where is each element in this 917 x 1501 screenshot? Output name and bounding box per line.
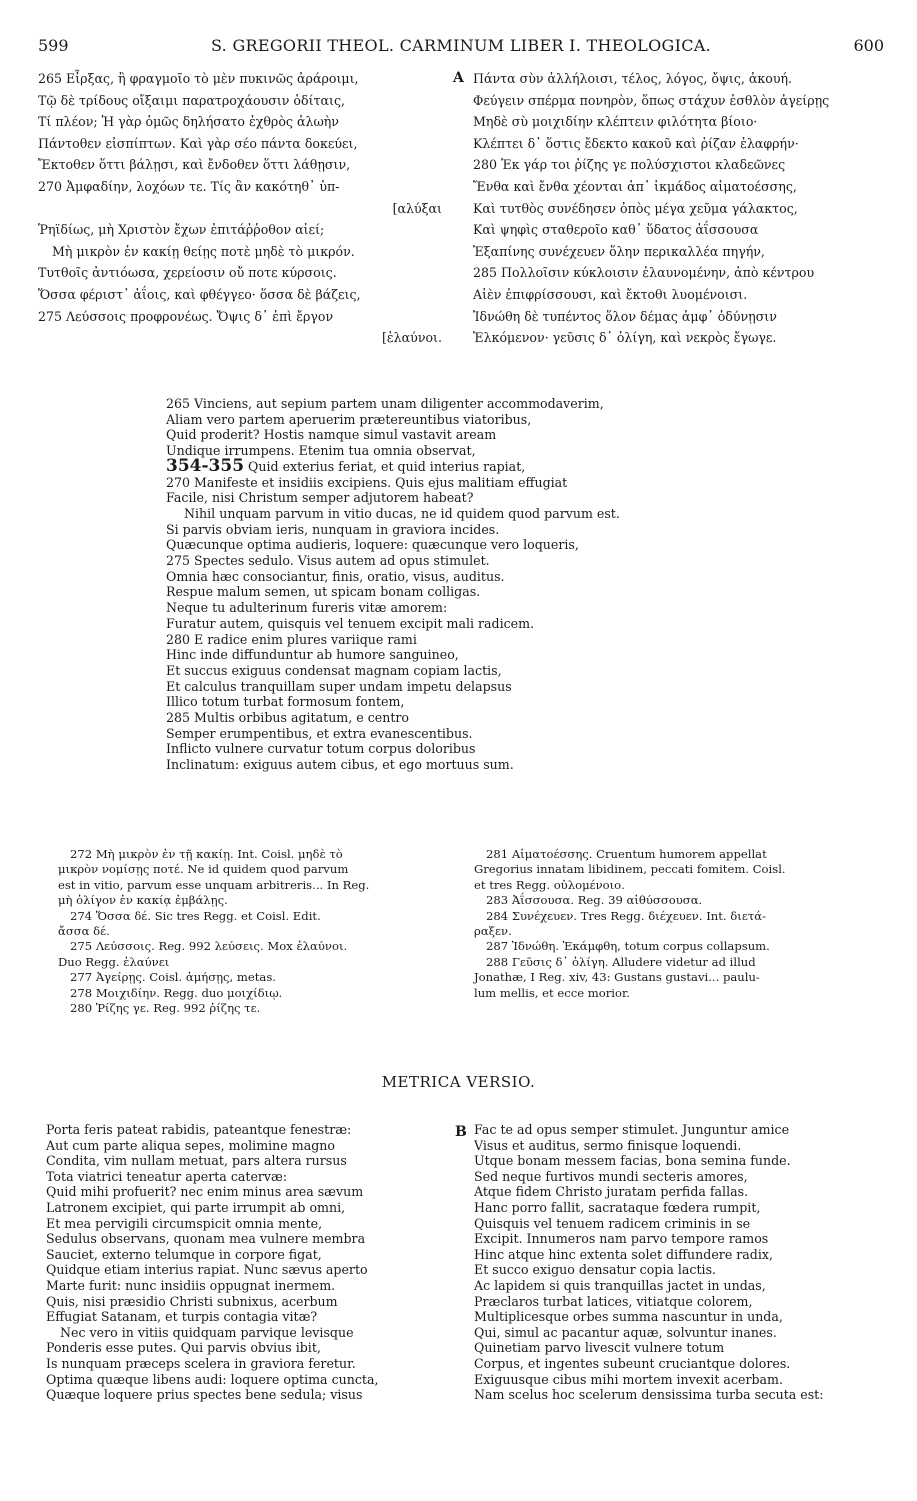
section-title: METRICA VERSIO.: [381, 1073, 536, 1091]
latin-line: Quid exterius feriat, et quid interius rapiat,: [248, 458, 526, 474]
footnote-line: 284 Συνέχευεν. Tres Regg. διέχευεν. Int. διετά-: [486, 908, 766, 923]
footnote-line: 283 Ἀΐσσουσα. Reg. 39 αἰθύσσουσα.: [486, 893, 703, 908]
verse-line: Multiplicesque orbes summa nascuntur in unda,: [474, 1309, 783, 1325]
verse-line: Qui, simul ac pacantur aquæ, solvuntur inanes.: [474, 1324, 777, 1340]
verse-line: Nam scelus hoc scelerum densissima turba secuta est:: [474, 1387, 824, 1403]
page-header: [38, 36, 884, 58]
greek-line: Τῷ δὲ τρίδους οἴξαιμι παρατροχάουσιν ὁδίταις,: [38, 92, 346, 108]
footnote-line: 280 Ῥίζης γε. Reg. 992 ῥίζης τε.: [70, 1001, 261, 1016]
running-title: S. GREGORII THEOL. CARMINUM LIBER I. THEOLOGICA.: [210, 36, 712, 55]
verse-line: Præclaros turbat latices, vitiatque colorem,: [474, 1293, 753, 1309]
metrica-versio-left: [46, 1122, 451, 1403]
latin-line: 275 Spectes sedulo. Visus autem ad opus stimulet.: [166, 553, 490, 569]
latin-line: Si parvis obviam ieris, nunquam in graviora incides.: [166, 521, 500, 537]
verse-line: Effugiat Satanam, et turpis contagia vitæ?: [46, 1309, 318, 1325]
verse-line: Visus et auditus, sermo finisque loquendi.: [474, 1137, 742, 1153]
column-marker-b: B: [455, 1124, 467, 1140]
greek-line: Ἔκτοθεν ὅττι βάλῃσι, καὶ ἔνδοθεν ὅττι λάθῃσιν,: [38, 157, 351, 173]
verse-line: Latronem excipiet, qui parte irrumpit ab omni,: [46, 1199, 346, 1215]
verse-line: Sauciet, externo telumque in corpore figat,: [46, 1246, 322, 1262]
footnote-line: est in vitio, parvum esse unquam arbitreris... In Reg.: [58, 877, 370, 892]
latin-line-with-marker: [166, 455, 620, 476]
greek-line: Καὶ ψηφὶς σταθεροῖο καθ᾽ ὕδατος ἀΐσσουσα: [473, 222, 759, 238]
greek-text-right: [473, 68, 893, 349]
latin-line: Furatur autem, quisquis vel tenuem excipit mali radicem.: [166, 615, 535, 631]
footnote-line: Duo Regg. ἐλαύνει: [58, 954, 170, 969]
greek-line: Κλέπτει δ᾽ ὅστις ἔδεκτο κακοῦ καὶ ῥίζαν ἐλαφρήν·: [473, 135, 799, 151]
greek-line: Μηδὲ σὺ μοιχιδίην κλέπτειν φιλότητα βίοιο·: [473, 114, 758, 130]
latin-line: Aliam vero partem aperuerim prætereuntibus viatoribus,: [166, 411, 532, 427]
latin-line: Inflicto vulnere curvatur totum corpus doloribus: [166, 741, 476, 757]
footnote-line: μικρὸν νομίσῃς ποτέ. Ne id quidem quod parvum: [58, 862, 349, 877]
verse-line: Porta feris pateat rabidis, pateantque fenestræ:: [46, 1122, 352, 1137]
verse-line: Condita, vim nullam metuat, pars altera rursus: [46, 1153, 347, 1169]
verse-line: Corpus, et ingentes subeunt cruciantque dolores.: [474, 1355, 791, 1371]
verse-line: Quidque etiam interius rapiat. Nunc sævus aperto: [46, 1262, 368, 1278]
footnotes-left: [58, 847, 458, 1016]
greek-line: Μὴ μικρὸν ἐν κακίῃ θείῃς ποτὲ μηδὲ τὸ μικρόν.: [52, 243, 355, 259]
greek-line: 265 Εἶρξας, ἢ φραγμοῖο τὸ μὲν πυκινῶς ἀράροιμι,: [38, 71, 359, 86]
header-right-mark: 600: [853, 36, 884, 55]
footnote-line: 281 Αἱματοέσσης. Cruentum humorem appellat: [486, 847, 767, 861]
greek-line: Φεύγειν σπέρμα πονηρὸν, ὅπως στάχυν ἐσθλὸν ἀγείρῃς: [473, 92, 830, 108]
latin-line: Omnia hæc consociantur, finis, oratio, visus, auditus.: [166, 568, 505, 584]
verse-line: Hanc porro fallit, sacrataque fœdera rumpit,: [474, 1199, 761, 1215]
latin-line: Facile, nisi Christum semper adjutorem habeat?: [166, 490, 474, 506]
verse-line: Marte furit: nunc insidiis oppugnat inermem.: [46, 1277, 336, 1293]
verse-line: Aut cum parte aliqua sepes, molimine magno: [46, 1137, 335, 1153]
latin-line: Respue malum semen, ut spicam bonam colligas.: [166, 584, 481, 600]
verse-line: Ac lapidem si quis tranquillas jactet in undas,: [474, 1277, 766, 1293]
greek-line: Ὅσσα φέριστ᾽ ἀΐοις, καὶ φθέγγεο· ὅσσα δὲ βάζεις,: [38, 286, 361, 302]
verse-line: Atque fidem Christo juratam perfida fallas.: [474, 1184, 749, 1200]
greek-line: 275 Λεύσσοις προφρονέως. Ὄψις δ᾽ ἐπὶ ἔργον: [38, 308, 334, 324]
greek-line: Ῥηϊδίως, μὴ Χριστὸν ἔχων ἐπιτάῤῥοθον αἰεί;: [38, 222, 325, 238]
verse-line: Et succo exiguo densatur copia lactis.: [474, 1262, 717, 1278]
latin-line: Quid proderit? Hostis namque simul vastavit aream: [166, 427, 497, 443]
greek-line: Τυτθοῖς ἀντιόωσα, χερείοσιν οὔ ποτε κύρσοις.: [38, 265, 337, 281]
footnote-line: 272 Μὴ μικρὸν ἐν τῇ κακίῃ. Int. Coisl. μηδὲ τὸ: [70, 847, 343, 861]
footnote-line: 274 Ὅσσα δέ. Sic tres Regg. et Coisl. Edit.: [70, 908, 321, 923]
latin-line: Hinc inde diffunduntur ab humore sanguineo,: [166, 647, 459, 663]
page-number: 599: [38, 36, 69, 55]
greek-line-continuation: [αλύξαι: [392, 200, 442, 216]
verse-line: Quæque loquere prius spectes bene sedula; visus: [46, 1387, 363, 1403]
greek-line: Πάντα σὺν ἀλλήλοισι, τέλος, λόγος, ὄψις, ἀκουή.: [473, 71, 793, 86]
verse-line: Nec vero in vitiis quidquam parvique levisque: [60, 1324, 354, 1340]
verse-line: Tota viatrici teneatur aperta catervæ:: [46, 1168, 288, 1184]
footnote-line: μὴ ὀλίγον ἐν κακίᾳ ἐμβάλῃς.: [58, 893, 228, 908]
verse-line: Excipit. Innumeros nam parvo tempore ramos: [474, 1231, 769, 1247]
greek-line: 280 Ἐκ γάρ τοι ῥίζης γε πολύσχιστοι κλαδεῶνες: [473, 157, 786, 173]
latin-line: Illico totum turbat formosum fontem,: [166, 694, 405, 710]
footnote-line: ραξεν.: [474, 924, 512, 939]
latin-line: Et succus exiguus condensat magnam copiam lactis,: [166, 662, 502, 678]
verse-line: Et mea pervigili circumspicit omnia mente,: [46, 1215, 323, 1231]
footnote-line: 287 Ἰδνώθη. Ἐκάμφθη, totum corpus collapsum.: [486, 939, 770, 954]
greek-line: 285 Πολλοῖσιν κύκλοισιν ἐλαυνομένην, ἀπὸ κέντρου: [473, 265, 815, 281]
footnote-line: ἄσσα δέ.: [58, 924, 110, 939]
verse-line: Quisquis vel tenuem radicem criminis in se: [474, 1215, 751, 1231]
column-marker-a: A: [453, 70, 464, 86]
greek-line: Ἑλκόμενον· γεῦσις δ᾽ ὀλίγη, καὶ νεκρὸς ἔγωγε.: [473, 330, 777, 346]
footnote-line: 288 Γεῦσις δ᾽ ὀλίγη. Alludere videtur ad illud: [486, 954, 756, 969]
verse-line: Exiguusque cibus mihi mortem invexit acerbam.: [474, 1371, 783, 1387]
verse-line: Quinetiam parvo livescit vulnere totum: [474, 1340, 725, 1356]
verse-line: Optima quæque libens audi: loquere optima cuncta,: [46, 1371, 379, 1387]
metrica-versio-right: [474, 1122, 894, 1403]
verse-line: Sed neque furtivos mundi secteris amores,: [474, 1168, 748, 1184]
latin-translation: [166, 396, 620, 773]
latin-line: 265 Vinciens, aut sepium partem unam diligenter accommodaverim,: [166, 396, 604, 411]
latin-line: 270 Manifeste et insidiis excipiens. Quis ejus malitiam effugiat: [166, 474, 568, 490]
greek-line: Πάντοθεν εἰσπίπτων. Καὶ γὰρ σέο πάντα δοκεύει,: [38, 135, 358, 151]
greek-line: Ἰδνώθη δὲ τυπέντος ὅλον δέμας ἀμφ᾽ ὀδύνῃσιν: [473, 308, 777, 324]
verse-line: Sedulus observans, quonam mea vulnere membra: [46, 1231, 366, 1247]
column-number-marker: 354-355: [166, 455, 245, 476]
greek-line: 270 Ἀμφαδίην, λοχόων τε. Τίς ἂν κακότηθ᾽ ὑπ-: [38, 178, 340, 194]
latin-line: 280 E radice enim plures variique rami: [166, 631, 417, 647]
footnotes-right: [474, 847, 894, 1001]
verse-line: Is nunquam præceps scelera in graviora feretur.: [46, 1355, 356, 1371]
latin-line: Quæcunque optima audieris, loquere: quæcunque vero loqueris,: [166, 537, 579, 553]
footnote-line: et tres Regg. οὐλομένοιο.: [474, 877, 625, 892]
verse-line: Ponderis esse putes. Qui parvis obvius ibit,: [46, 1340, 321, 1356]
footnote-line: 277 Ἀγείρῃς. Coisl. ἀμήσῃς, metas.: [70, 970, 276, 985]
greek-line: Τί πλέον; Ἡ γὰρ ὁμῶς δηλήσατο ἐχθρὸς ἀλωὴν: [38, 114, 339, 130]
greek-line: Ἐξαπίνης συνέχευεν ὅλην περικαλλέα πηγήν,: [473, 243, 765, 259]
latin-line: Nihil unquam parvum in vitio ducas, ne id quidem quod parvum est.: [184, 505, 620, 521]
greek-line-continuation: [ἐλαύνοι.: [382, 330, 442, 346]
latin-line: 285 Multis orbibus agitatum, e centro: [166, 710, 409, 726]
verse-line: Hinc atque hinc extenta solet diffundere radix,: [474, 1246, 773, 1262]
footnote-line: 275 Λεύσσοις. Reg. 992 λεύσεις. Mox ἐλαύνοι.: [70, 939, 348, 954]
latin-line: Inclinatum: exiguus autem cibus, et ego mortuus sum.: [166, 757, 514, 773]
latin-line: Undique irrumpens. Etenim tua omnia observat,: [166, 443, 476, 459]
footnote-line: Jonathæ, I Reg. xiv, 43: Gustans gustavi... paulu-: [474, 970, 760, 985]
latin-line: Semper erumpentibus, et extra evanescentibus.: [166, 725, 473, 741]
footnote-line: lum mellis, et ecce morior.: [474, 985, 630, 1000]
greek-line: Καὶ τυτθὸς συνέδησεν ὀπὸς μέγα χεῦμα γάλακτος,: [473, 200, 798, 216]
greek-line: Αἰὲν ἐπιφρίσσουσι, καὶ ἔκτοθι λυομένοισι.: [473, 286, 748, 302]
verse-line: Quis, nisi præsidio Christi subnixus, acerbum: [46, 1293, 338, 1309]
latin-line: Neque tu adulterinum fureris vitæ amorem:: [166, 600, 448, 616]
verse-line: Utque bonam messem facias, bona semina funde.: [474, 1153, 791, 1169]
verse-line: Quid mihi profuerit? nec enim minus area sævum: [46, 1184, 364, 1200]
footnote-line: Gregorius innatam libidinem, peccati fomitem. Coisl.: [474, 862, 786, 877]
latin-line: Et calculus tranquillam super undam impetu delapsus: [166, 678, 512, 694]
greek-line: Ἔνθα καὶ ἔνθα χέονται ἀπ᾽ ἰκμάδος αἱματοέσσης,: [473, 178, 797, 194]
footnote-line: 278 Μοιχιδίην. Regg. duo μοιχίδιῳ.: [70, 985, 283, 1000]
verse-line: Fac te ad opus semper stimulet. Junguntur amice: [474, 1122, 790, 1137]
greek-text-left: [38, 68, 448, 349]
